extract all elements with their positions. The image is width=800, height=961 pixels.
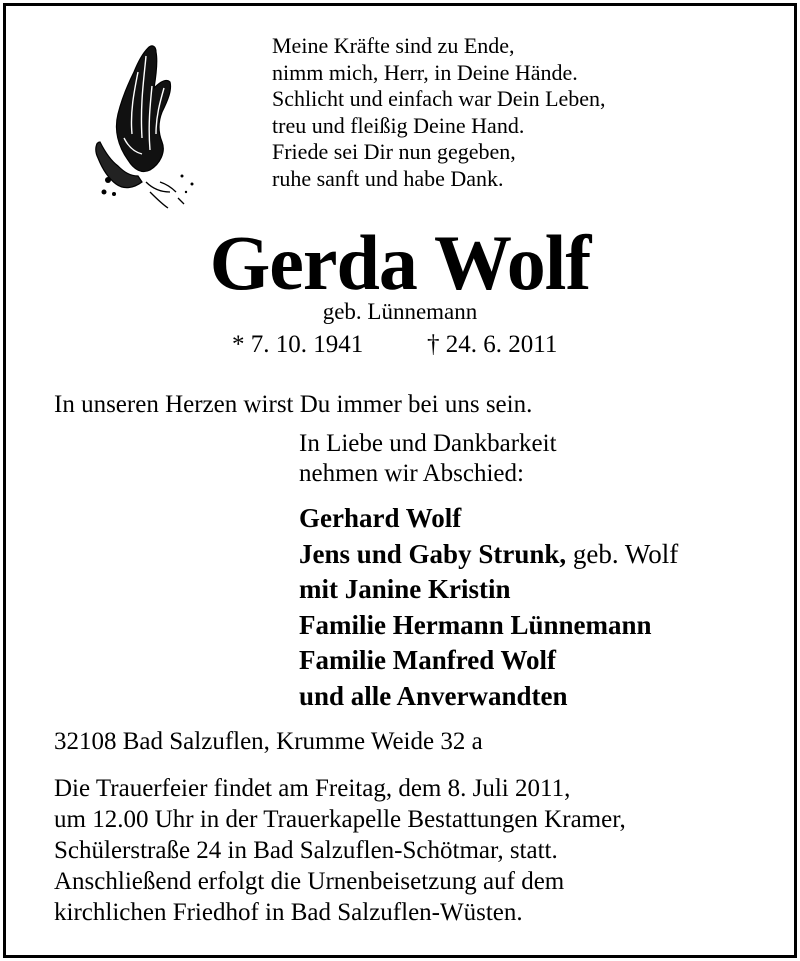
mourner: mit Janine Kristin [299, 574, 511, 604]
poem-line: nimm mich, Herr, in Deine Hände. [272, 59, 578, 85]
poem [272, 33, 606, 192]
ceremony-line: um 12.00 Uhr in der Trauerkapelle Bestattungen Kramer, [54, 806, 626, 833]
praying-hands-icon [88, 42, 198, 210]
farewell-intro-line: In Liebe und Dankbarkeit [299, 430, 557, 457]
ceremony-line: Die Trauerfeier findet am Freitag, dem 8. Juli 2011, [54, 775, 571, 802]
poem-line: Meine Kräfte sind zu Ende, [272, 33, 515, 58]
ceremony-info [54, 773, 626, 928]
poem-line: ruhe sanft und habe Dank. [272, 165, 504, 191]
ceremony-line: Anschließend erfolgt die Urnenbeisetzung auf dem [54, 868, 565, 895]
maiden-name: geb. Lünnemann [322, 299, 478, 324]
memorial-line: In unseren Herzen wirst Du immer bei uns sein. [54, 391, 533, 418]
mourner [299, 537, 678, 573]
death-date: † 24. 6. 2011 [427, 331, 558, 358]
farewell-intro-line: nehmen wir Abschied: [299, 460, 524, 487]
mourner-name: Jens und Gaby Strunk, [299, 538, 567, 569]
mourner: Familie Hermann Lünnemann [299, 609, 652, 640]
poem-line: treu und fleißig Deine Hand. [272, 112, 525, 138]
mourner-note: geb. Wolf [566, 538, 679, 569]
mourner: und alle Anverwandten [299, 680, 568, 711]
ceremony-line: Schülerstraße 24 in Bad Salzuflen-Schötmar, statt. [54, 837, 558, 864]
deceased-name: Gerda Wolf [209, 219, 591, 306]
mourner: Gerhard Wolf [299, 503, 462, 533]
mourner: Familie Manfred Wolf [299, 645, 556, 675]
life-dates [232, 330, 558, 360]
poem-line: Schlicht und einfach war Dein Leben, [272, 86, 606, 111]
farewell-intro [299, 429, 557, 489]
mourners-list [299, 501, 678, 714]
birth-date: * 7. 10. 1941 [232, 331, 364, 358]
address: 32108 Bad Salzuflen, Krumme Weide 32 a [54, 728, 483, 755]
poem-line: Friede sei Dir nun gegeben, [272, 139, 516, 164]
ceremony-line: kirchlichen Friedhof in Bad Salzuflen-Wüsten. [54, 899, 523, 926]
